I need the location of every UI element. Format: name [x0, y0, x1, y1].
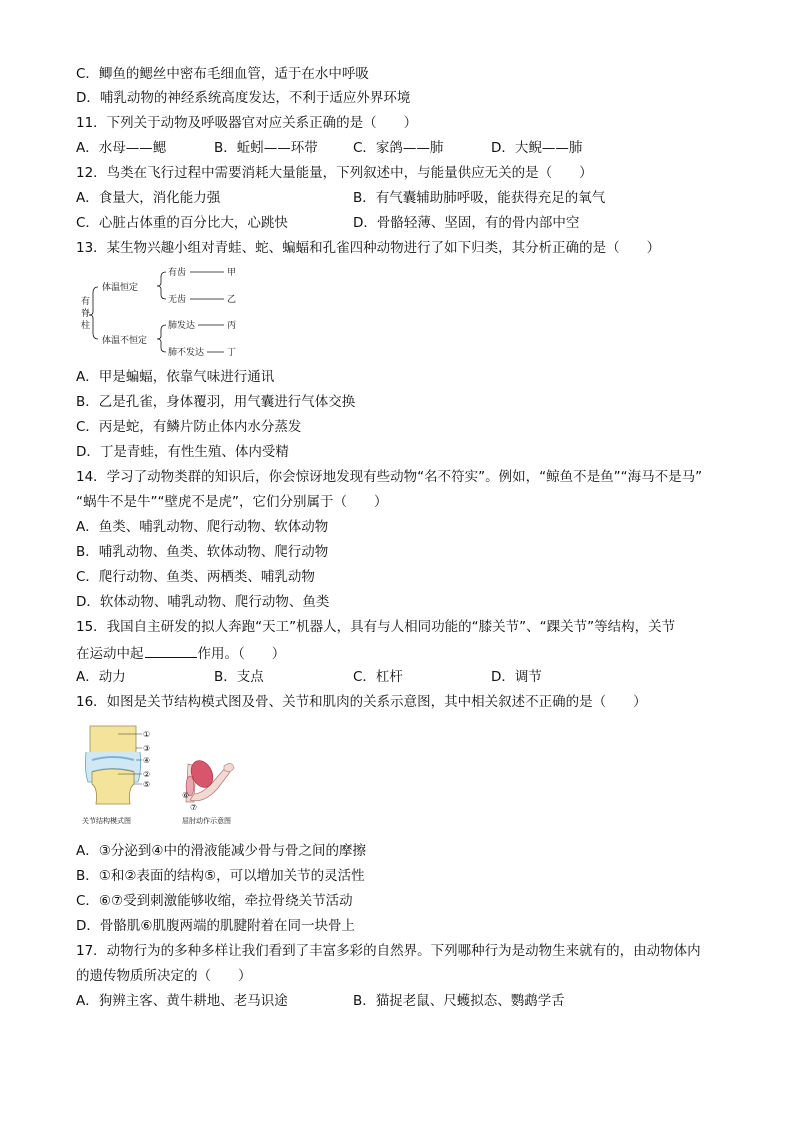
q13-option-b: B．乙是孔雀，身体覆羽，用气囊进行气体交换 [76, 394, 356, 410]
diagram-lung-poor: 肺不发达 [168, 348, 205, 358]
joint-label-3: ③ [143, 744, 151, 753]
q15-option-d: D．调节 [491, 669, 542, 685]
q12-option-d: D．骨骼轻薄、坚固，有的骨内部中空 [353, 215, 580, 231]
diagram-ding: 丁 [227, 348, 237, 358]
q11-option-c: C．家鸽——肺 [353, 140, 444, 156]
q13-option-c: C．丙是蛇，有鳞片防止体内水分蒸发 [76, 419, 302, 435]
joint-figure [78, 724, 248, 828]
joint-label-2: ② [143, 770, 151, 779]
q10-option-c: C．鲫鱼的鳃丝中密布毛细血管，适于在水中呼吸 [76, 66, 369, 82]
q13-option-d: D．丁是青蛙，有性生殖、体内受精 [76, 444, 289, 460]
q17-stem-line1: 17．动物行为的多种多样让我们看到了丰富多彩的自然界。下列哪种行为是动物生来就有的，由动物体内 [76, 943, 701, 959]
q14-option-c: C．爬行动物、鱼类、两栖类、哺乳动物 [76, 569, 315, 585]
arm-caption: 屈肘动作示意图 [182, 817, 231, 825]
q15-stem-part1: 在运动中起 [76, 646, 144, 662]
q15-stem-line1: 15．我国自主研发的拟人奔跑“天工”机器人，具有与人相同功能的“膝关节”、“踝关节”等结构，关节 [76, 619, 676, 635]
joint-label-4: ④ [143, 756, 151, 765]
q11-option-d: D．大鲵——肺 [491, 140, 583, 156]
diagram-root-1: 有 [81, 297, 91, 307]
q16-option-b: B．①和②表面的结构⑤，可以增加关节的灵活性 [76, 868, 365, 884]
q13-stem: 13．某生物兴趣小组对青蛙、蛇、蝙蝠和孔雀四种动物进行了如下归类，其分析正确的是（ ） [76, 240, 661, 256]
joint-caption: 关节结构模式图 [82, 817, 131, 825]
q14-option-b: B．哺乳动物、鱼类、软体动物、爬行动物 [76, 544, 329, 560]
joint-label-1: ① [143, 730, 151, 739]
diagram-cold: 体温不恒定 [102, 336, 148, 346]
diagram-warm: 体温恒定 [102, 283, 139, 293]
q15-stem-line2 [76, 643, 285, 663]
diagram-lung-good: 肺发达 [168, 321, 196, 331]
q17-option-a: A．狗辨主客、黄牛耕地、老马识途 [76, 993, 288, 1009]
diagram-root-3: 柱 [81, 321, 91, 331]
q10-option-d: D．哺乳动物的神经系统高度发达，不利于适应外界环境 [76, 90, 411, 106]
q15-option-a: A．动力 [76, 669, 126, 685]
q12-option-c: C．心脏占体重的百分比大，心跳快 [76, 215, 288, 231]
q17-stem-line2: 的遗传物质所决定的（ ） [76, 968, 252, 984]
q16-option-d: D．骨骼肌⑥肌腹两端的肌腱附着在同一块骨上 [76, 918, 355, 934]
q15-stem-part2: 作用。（ ） [197, 646, 286, 662]
elbow-flexion-drawing [186, 757, 234, 802]
diagram-root-2: 脊 [81, 309, 91, 319]
answer-blank [145, 643, 197, 658]
q13-option-a: A．甲是蝙蝠，依靠气味进行通讯 [76, 369, 275, 385]
q12-stem: 12．鸟类在飞行过程中需要消耗大量能量，下列叙述中，与能量供应无关的是（ ） [76, 165, 593, 181]
diagram-noteeth: 无齿 [168, 295, 187, 305]
joint-label-5: ⑤ [143, 780, 151, 789]
joint-structure-drawing [85, 726, 142, 804]
q17-option-b: B．猫捉老鼠、尺蠖拟态、鹦鹉学舌 [353, 993, 565, 1009]
q11-option-b: B．蚯蚓——环带 [214, 140, 318, 156]
q12-option-b: B．有气囊辅助肺呼吸，能获得充足的氧气 [353, 190, 606, 206]
diagram-jia: 甲 [227, 268, 237, 278]
arm-label-6: ⑥ [182, 791, 190, 800]
diagram-bing: 丙 [227, 321, 237, 331]
diagram-teeth: 有齿 [168, 268, 187, 278]
classification-diagram [76, 262, 266, 364]
q16-option-a: A．③分泌到④中的滑液能减少骨与骨之间的摩擦 [76, 843, 366, 859]
arm-label-7: ⑦ [190, 803, 198, 812]
q15-option-b: B．支点 [214, 669, 264, 685]
q14-stem-line2: “蜗牛不是牛”“壁虎不是虎”，它们分别属于（ ） [76, 494, 388, 510]
q14-stem-line1: 14．学习了动物类群的知识后，你会惊讶地发现有些动物“名不符实”。例如，“鲸鱼不是鱼”“海马不是马” [76, 469, 703, 485]
diagram-yi: 乙 [227, 295, 237, 305]
q15-option-c: C．杠杆 [353, 669, 403, 685]
q16-option-c: C．⑥⑦受到刺激能够收缩，牵拉骨绕关节活动 [76, 893, 353, 909]
q12-option-a: A．食量大，消化能力强 [76, 190, 221, 206]
q16-stem: 16．如图是关节结构模式图及骨、关节和肌肉的关系示意图，其中相关叙述不正确的是（ ） [76, 694, 647, 710]
q11-option-a: A．水母——鳃 [76, 140, 167, 156]
q11-stem: 11．下列关于动物及呼吸器官对应关系正确的是（ ） [76, 115, 418, 131]
q14-option-a: A．鱼类、哺乳动物、爬行动物、软体动物 [76, 519, 329, 535]
q14-option-d: D．软体动物、哺乳动物、爬行动物、鱼类 [76, 594, 330, 610]
